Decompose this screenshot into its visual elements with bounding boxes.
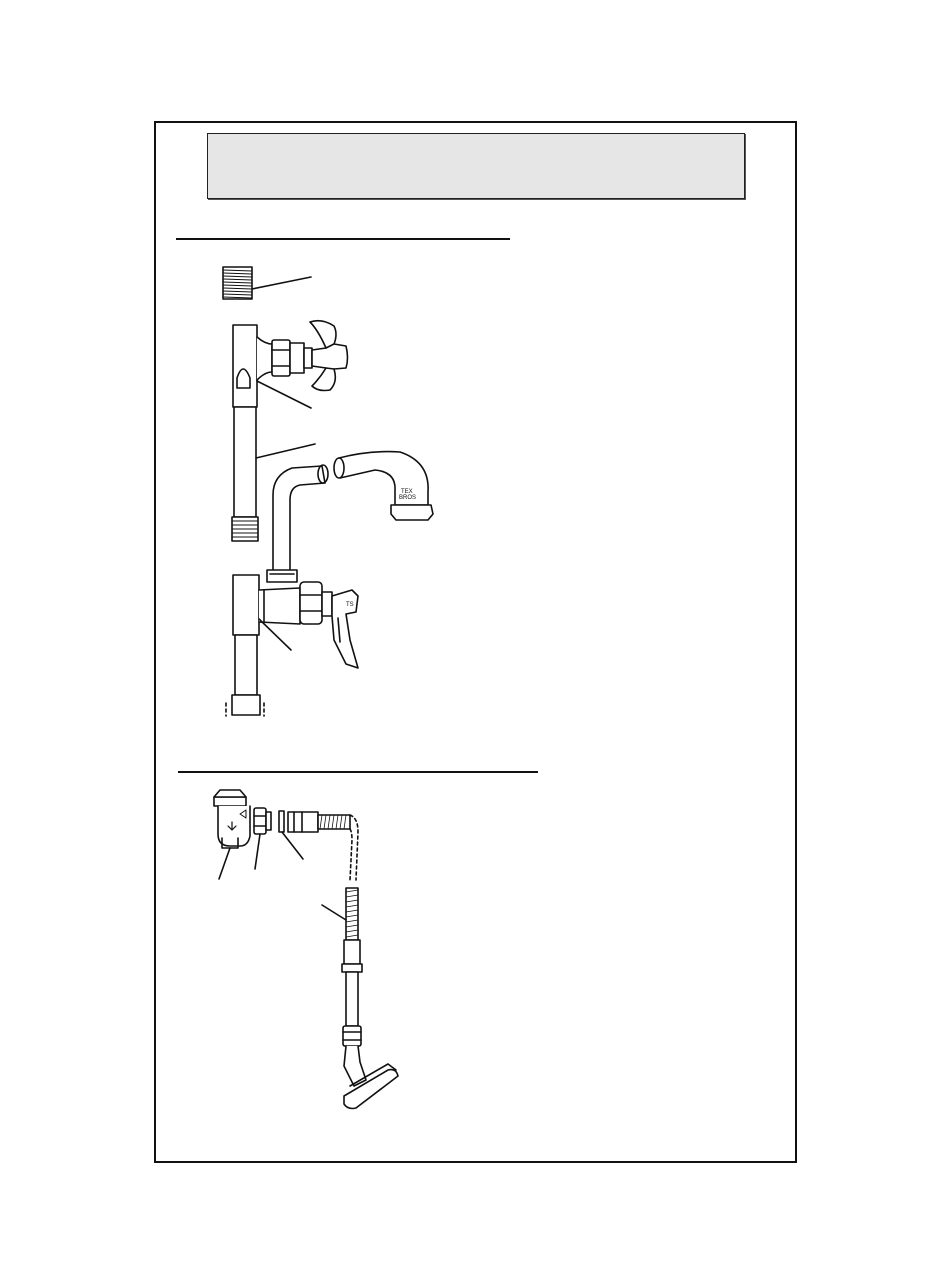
lower-valve-body (226, 570, 358, 716)
leader-line-upper-valve (257, 381, 311, 408)
leader-line-nipple (252, 277, 311, 289)
washer (279, 811, 284, 832)
leader-line-hose (322, 905, 346, 920)
leader-line-washer (282, 832, 303, 859)
flex-hose (342, 888, 362, 1046)
leader-line-riser (256, 444, 315, 458)
gooseneck-spout-right (334, 452, 433, 520)
hose-fitting (288, 812, 350, 832)
vacuum-breaker (214, 790, 250, 848)
adapter-nut (254, 808, 271, 834)
gooseneck-spout-left (273, 465, 328, 570)
upper-valve-body (233, 321, 348, 407)
spout-stamp-text-2: BROS (399, 495, 417, 501)
valve-stamp-text: TS (346, 602, 354, 608)
riser-pipe (232, 407, 258, 541)
threaded-nipple (223, 267, 252, 299)
spray-head (344, 1046, 398, 1109)
leader-line-vacuum-breaker (219, 848, 230, 879)
leader-line-adapter (255, 834, 260, 869)
spout-stamp-text: TEX (401, 489, 413, 495)
